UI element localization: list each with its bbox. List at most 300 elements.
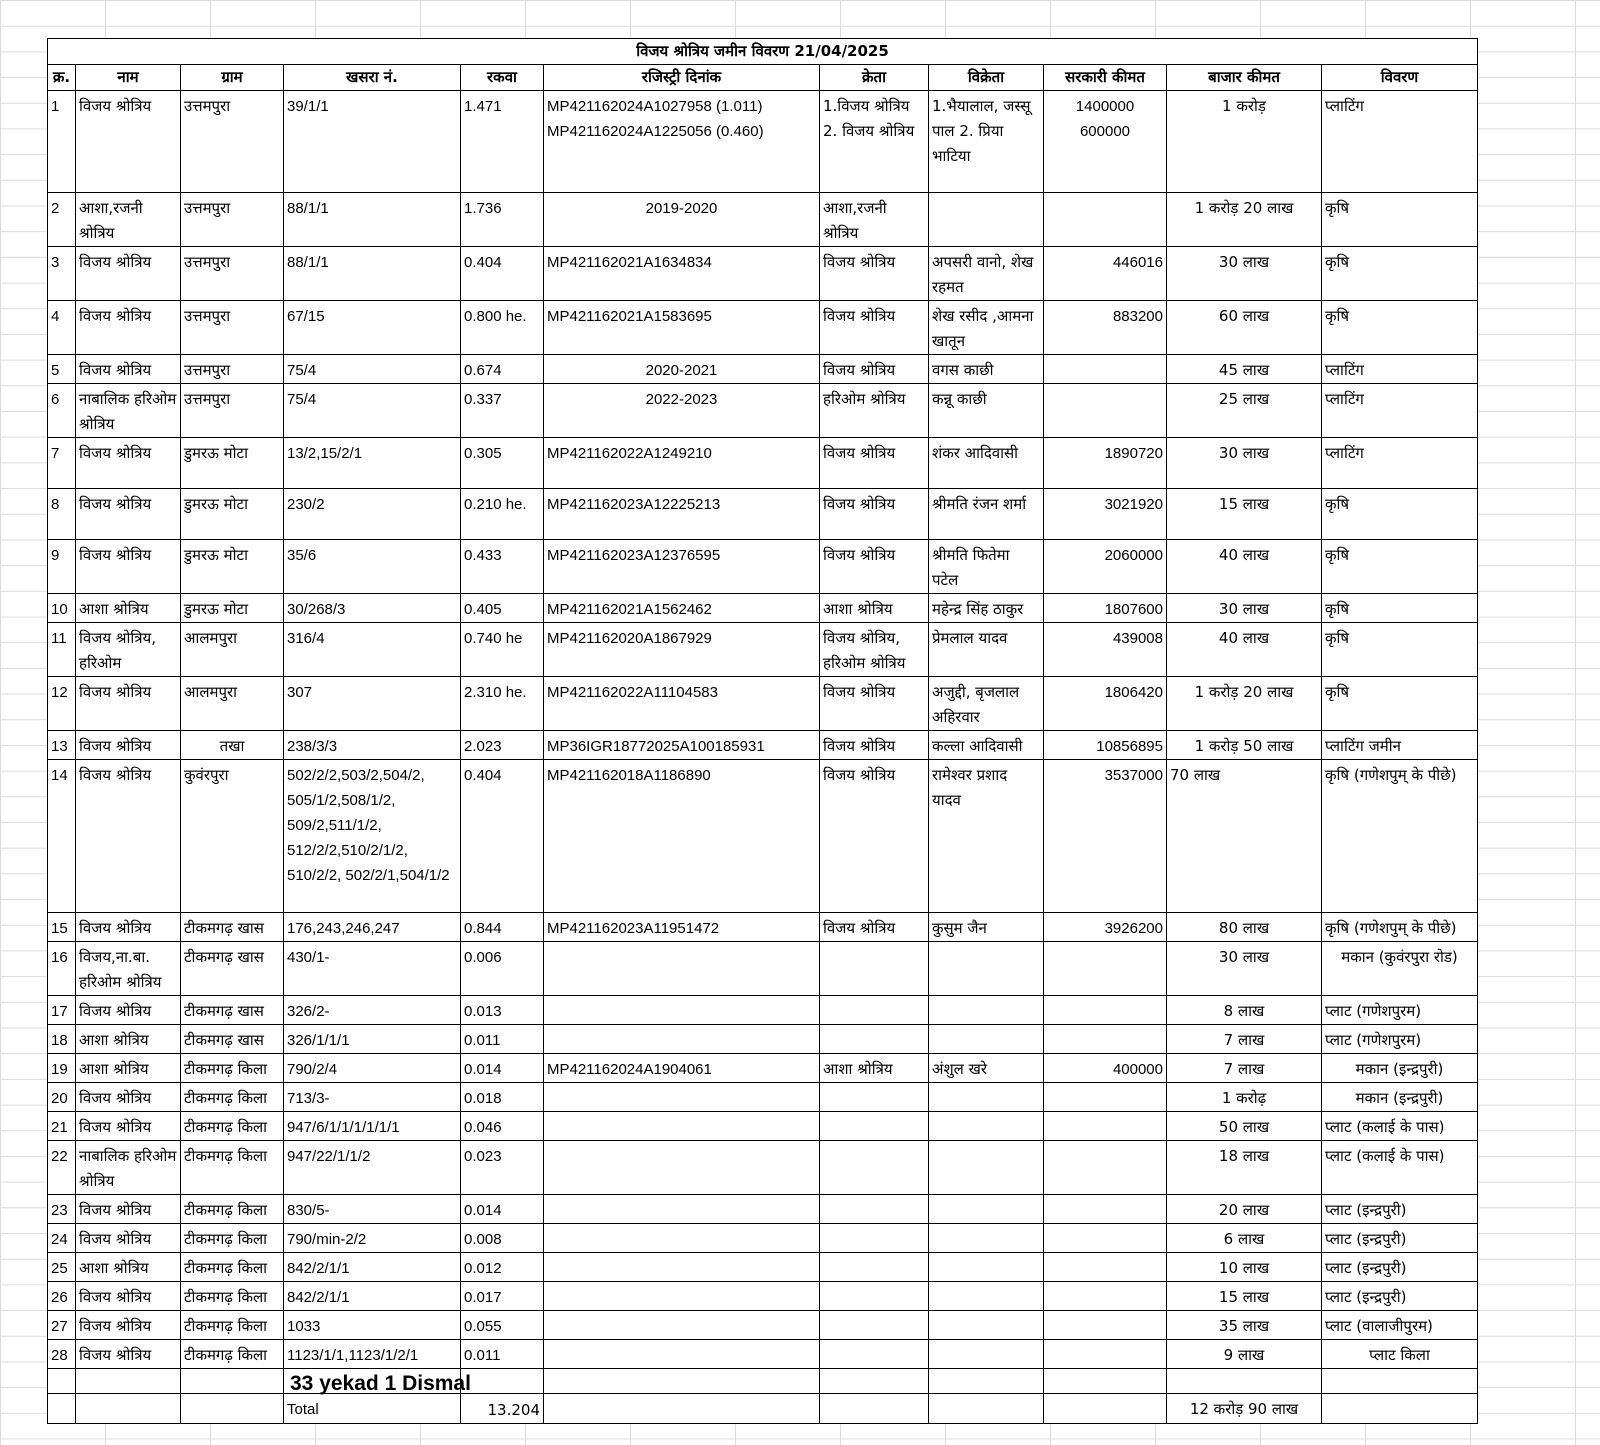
registry-cell [544,355,820,384]
govt-price-cell [1044,1083,1167,1112]
table-row [48,301,1478,355]
buyer-cell [820,489,929,540]
market-price-cell: 35 लाख [1167,1311,1322,1340]
govt-price-cell [1044,1340,1167,1369]
name-cell: विजय श्रोत्रिय, हरिओम [76,623,181,677]
khasra-cell: 947/22/1/1/2 [284,1141,461,1195]
market-price-cell: 40 लाख [1167,540,1322,594]
cell-line: MP421162022A1249210 [547,445,712,462]
area-cell: 0.018 [461,1083,544,1112]
village-cell: टीकमगढ़ खास [181,996,284,1025]
area-cell: 0.337 [461,384,544,438]
market-price-cell: 20 लाख [1167,1195,1322,1224]
registry-cell [544,301,820,355]
registry-cell [544,677,820,731]
total-row [48,1394,1478,1424]
cell-line: विजय श्रोत्रिय [823,253,896,271]
seller-cell: प्रेमलाल यादव [929,623,1044,677]
empty-cell [76,1369,181,1394]
serial-cell: 25 [48,1253,76,1282]
village-cell: टीकमगढ़ खास [181,1025,284,1054]
table-row [48,193,1478,247]
detail-cell: कृषि [1322,247,1478,301]
market-price-cell: 15 लाख [1167,489,1322,540]
empty-cell [48,1394,76,1424]
buyer-cell [820,1195,929,1224]
village-cell: डुमरऊ मोटा [181,540,284,594]
name-cell: आशा श्रोत्रिय [76,594,181,623]
seller-cell: कन्नू काछी [929,384,1044,438]
buyer-cell [820,1112,929,1141]
cell-line: MP421162023A11951472 [547,920,720,937]
serial-cell: 28 [48,1340,76,1369]
area-cell: 0.023 [461,1141,544,1195]
serial-cell: 7 [48,438,76,489]
govt-price-cell [1044,623,1167,677]
empty-cell [461,1369,544,1394]
name-cell: आशा,रजनी श्रोत्रिय [76,193,181,247]
detail-cell: मकान (इन्द्रपुरी) [1322,1083,1478,1112]
seller-cell [929,1282,1044,1311]
buyer-cell [820,1141,929,1195]
name-cell: विजय श्रोत्रिय [76,731,181,760]
column-header: क्रेता [820,65,929,91]
serial-cell: 20 [48,1083,76,1112]
table-row [48,1311,1478,1340]
market-price-cell: 1 करोड़ 20 लाख [1167,193,1322,247]
cell-line: 2019-2020 [645,200,718,217]
village-cell: तखा [181,731,284,760]
total-label: Total [284,1394,461,1424]
column-header: रजिस्ट्री दिनांक [544,65,820,91]
buyer-cell [820,540,929,594]
detail-cell: प्लाट (इन्द्रपुरी) [1322,1224,1478,1253]
table-row [48,677,1478,731]
serial-cell: 9 [48,540,76,594]
registry-cell [544,760,820,913]
khasra-cell: 230/2 [284,489,461,540]
cell-line: MP421162021A1634834 [547,254,712,271]
cell-line: विजय श्रोत्रिय [823,683,896,701]
buyer-cell [820,942,929,996]
buyer-cell [820,1340,929,1369]
village-cell: टीकमगढ़ किला [181,1282,284,1311]
empty-row [48,1369,1478,1394]
buyer-cell [820,384,929,438]
serial-cell: 27 [48,1311,76,1340]
village-cell: डुमरऊ मोटा [181,594,284,623]
buyer-cell [820,1311,929,1340]
name-cell: विजय श्रोत्रिय [76,1340,181,1369]
khasra-cell: 1123/1/1,1123/1/2/1 [284,1340,461,1369]
table-row [48,1025,1478,1054]
market-price-cell: 10 लाख [1167,1253,1322,1282]
table-row [48,1141,1478,1195]
name-cell: विजय श्रोत्रिय [76,1282,181,1311]
seller-cell [929,1311,1044,1340]
seller-cell: अजुद्दी, बृजलाल अहिरवार [929,677,1044,731]
khasra-cell: 842/2/1/1 [284,1282,461,1311]
detail-cell: प्लाटिंग [1322,384,1478,438]
area-cell: 0.210 he. [461,489,544,540]
name-cell: नाबालिक हरिओम श्रोत्रिय [76,1141,181,1195]
name-cell: विजय श्रोत्रिय [76,760,181,913]
detail-cell: प्लाट (इन्द्रपुरी) [1322,1195,1478,1224]
detail-cell: प्लाट (कलाई के पास) [1322,1112,1478,1141]
registry-cell [544,1141,820,1195]
village-cell: आलमपुरा [181,677,284,731]
market-price-cell: 25 लाख [1167,384,1322,438]
table-row [48,489,1478,540]
cell-line: MP36IGR18772025A100185931 [547,738,765,755]
khasra-cell: 713/3- [284,1083,461,1112]
registry-cell [544,91,820,193]
cell-line: MP421162020A1867929 [547,630,712,647]
market-price-cell: 30 लाख [1167,438,1322,489]
seller-cell: श्रीमति रंजन शर्मा [929,489,1044,540]
seller-cell: श्रीमति फितेमा पटेल [929,540,1044,594]
detail-cell: प्लाटिंग जमीन [1322,731,1478,760]
khasra-cell: 13/2,15/2/1 [284,438,461,489]
seller-cell: शंकर आदिवासी [929,438,1044,489]
buyer-cell [820,1224,929,1253]
area-footnote: 33 yekad 1 Dismal [290,1372,471,1395]
buyer-cell [820,301,929,355]
village-cell: टीकमगढ़ किला [181,1195,284,1224]
table-row [48,1340,1478,1369]
market-price-cell: 30 लाख [1167,942,1322,996]
cell-line: हरिओम श्रोत्रिय [823,390,906,408]
name-cell: विजय श्रोत्रिय [76,355,181,384]
serial-cell: 6 [48,384,76,438]
detail-cell: कृषि [1322,540,1478,594]
cell-line: 2020-2021 [645,362,718,379]
detail-cell: कृषि [1322,489,1478,540]
seller-cell [929,1224,1044,1253]
area-cell: 0.305 [461,438,544,489]
table-row [48,91,1478,193]
serial-cell: 19 [48,1054,76,1083]
name-cell: विजय श्रोत्रिय [76,540,181,594]
table-row [48,623,1478,677]
empty-cell [1167,1369,1322,1394]
seller-cell [929,1141,1044,1195]
seller-cell [929,1083,1044,1112]
cell-line: विजय श्रोत्रिय [823,361,896,379]
column-header: विवरण [1322,65,1478,91]
empty-cell [1044,1394,1167,1424]
market-price-cell: 8 लाख [1167,996,1322,1025]
serial-cell: 10 [48,594,76,623]
area-cell: 0.740 he [461,623,544,677]
cell-line: MP421162023A12376595 [547,547,721,564]
area-cell: 2.023 [461,731,544,760]
column-header: नाम [76,65,181,91]
serial-cell: 14 [48,760,76,913]
cell-line: MP421162022A11104583 [547,684,718,701]
govt-price-cell [1044,1253,1167,1282]
cell-line: 1400000 [1075,98,1135,115]
cell-line: MP421162024A1027958 (1.011) [547,98,763,115]
serial-cell: 1 [48,91,76,193]
buyer-cell [820,1253,929,1282]
table-row [48,1054,1478,1083]
buyer-cell [820,731,929,760]
empty-cell [76,1394,181,1424]
detail-cell: कृषि [1322,301,1478,355]
govt-price-cell [1044,1025,1167,1054]
khasra-cell: 39/1/1 [284,91,461,193]
serial-cell: 15 [48,913,76,942]
empty-cell [820,1369,929,1394]
table-row [48,355,1478,384]
khasra-cell: 842/2/1/1 [284,1253,461,1282]
govt-price-cell [1044,996,1167,1025]
buyer-cell [820,438,929,489]
market-price-cell: 80 लाख [1167,913,1322,942]
govt-price-cell [1044,677,1167,731]
name-cell: आशा श्रोत्रिय [76,1054,181,1083]
khasra-cell: 790/2/4 [284,1054,461,1083]
khasra-cell: 326/1/1/1 [284,1025,461,1054]
buyer-cell [820,193,929,247]
buyer-cell [820,1282,929,1311]
detail-cell: प्लाट (इन्द्रपुरी) [1322,1253,1478,1282]
seller-cell: रामेश्वर प्रशाद यादव [929,760,1044,913]
header-row [48,65,1478,91]
registry-cell [544,594,820,623]
registry-cell [544,1311,820,1340]
village-cell: टीकमगढ़ किला [181,1253,284,1282]
registry-cell [544,1224,820,1253]
area-cell: 0.404 [461,247,544,301]
village-cell: टीकमगढ़ किला [181,1141,284,1195]
cell-line: 3021920 [1104,496,1163,513]
market-price-cell: 30 लाख [1167,594,1322,623]
cell-line: 2022-2023 [645,391,718,408]
table-row [48,1195,1478,1224]
govt-price-cell [1044,1282,1167,1311]
empty-cell [48,1369,76,1394]
village-cell: डुमरऊ मोटा [181,438,284,489]
govt-price-cell [1044,1054,1167,1083]
table-row [48,913,1478,942]
khasra-cell: 307 [284,677,461,731]
detail-cell: प्लाट (गणेशपुरम) [1322,996,1478,1025]
cell-line: 883200 [1112,308,1163,325]
column-header: बाजार कीमत [1167,65,1322,91]
table-row [48,1112,1478,1141]
market-price-cell: 18 लाख [1167,1141,1322,1195]
cell-line: 2. विजय श्रोत्रिय [823,122,915,140]
khasra-cell: 75/4 [284,384,461,438]
name-cell: विजय श्रोत्रिय [76,1195,181,1224]
cell-line: 1807600 [1104,601,1163,618]
area-cell: 1.736 [461,193,544,247]
cell-line: 3537000 [1104,767,1163,784]
market-price-cell: 30 लाख [1167,247,1322,301]
khasra-cell: 430/1- [284,942,461,996]
khasra-cell: 502/2/2,503/2,504/2, 505/1/2,508/1/2, 509/2,511/1/2, 512/2/2,510/2/1/2, 510/2/2, 502/2/1,504/1/2 [284,760,461,913]
village-cell: उत्तमपुरा [181,355,284,384]
total-area: 13.204 [461,1394,544,1424]
table-row [48,540,1478,594]
khasra-cell: 1033 [284,1311,461,1340]
buyer-cell [820,247,929,301]
registry-cell [544,1025,820,1054]
village-cell: डुमरऊ मोटा [181,489,284,540]
cell-line: विजय श्रोत्रिय [823,737,896,755]
buyer-cell [820,913,929,942]
area-cell: 0.433 [461,540,544,594]
khasra-cell: 75/4 [284,355,461,384]
cell-line: MP421162021A1562462 [547,601,712,618]
seller-cell: अपसरी वानो, शेख रहमत [929,247,1044,301]
govt-price-cell [1044,1141,1167,1195]
seller-cell [929,1195,1044,1224]
govt-price-cell [1044,1311,1167,1340]
registry-cell [544,384,820,438]
name-cell: विजय श्रोत्रिय [76,301,181,355]
seller-cell: अंशुल खरे [929,1054,1044,1083]
name-cell: आशा श्रोत्रिय [76,1253,181,1282]
table-row [48,996,1478,1025]
land-details-table [47,38,1478,1424]
market-price-cell: 40 लाख [1167,623,1322,677]
cell-line: विजय श्रोत्रिय [823,766,896,784]
seller-cell [929,1112,1044,1141]
cell-line: MP421162021A1583695 [547,308,712,325]
cell-line: 1806420 [1104,684,1163,701]
registry-cell [544,996,820,1025]
registry-cell [544,1340,820,1369]
seller-cell: 1.भैयालाल, जस्सू पाल 2. प्रिया भाटिया [929,91,1044,193]
registry-cell [544,247,820,301]
table-row [48,594,1478,623]
khasra-cell: 176,243,246,247 [284,913,461,942]
serial-cell: 11 [48,623,76,677]
seller-cell: शेख रसीद ,आमना खातून [929,301,1044,355]
buyer-cell [820,355,929,384]
seller-cell: कल्ला आदिवासी [929,731,1044,760]
cell-line: 1890720 [1104,445,1163,462]
khasra-cell: 830/5- [284,1195,461,1224]
registry-cell [544,913,820,942]
name-cell: विजय श्रोत्रिय [76,1311,181,1340]
serial-cell: 18 [48,1025,76,1054]
seller-cell [929,1025,1044,1054]
detail-cell: प्लाट (गणेशपुरम) [1322,1025,1478,1054]
table-row [48,384,1478,438]
area-cell: 0.800 he. [461,301,544,355]
buyer-cell [820,677,929,731]
seller-cell [929,942,1044,996]
serial-cell: 26 [48,1282,76,1311]
buyer-cell [820,760,929,913]
sheet-title: विजय श्रोत्रिय जमीन विवरण 21/04/2025 [48,39,1478,65]
detail-cell: कृषि [1322,594,1478,623]
cell-line: 446016 [1112,254,1163,271]
market-price-cell: 1 करोढ़ [1167,1083,1322,1112]
empty-cell [820,1394,929,1424]
buyer-cell [820,1054,929,1083]
seller-cell: वगस काछी [929,355,1044,384]
buyer-cell [820,623,929,677]
detail-cell: कृषि [1322,193,1478,247]
empty-cell [181,1394,284,1424]
cell-line: 10856895 [1096,738,1163,755]
area-cell: 1.471 [461,91,544,193]
registry-cell [544,1112,820,1141]
area-cell: 0.013 [461,996,544,1025]
buyer-cell [820,996,929,1025]
govt-price-cell [1044,1224,1167,1253]
area-cell: 0.844 [461,913,544,942]
table-row [48,1253,1478,1282]
market-price-cell: 6 लाख [1167,1224,1322,1253]
market-price-cell: 50 लाख [1167,1112,1322,1141]
govt-price-cell [1044,760,1167,913]
village-cell: उत्तमपुरा [181,193,284,247]
name-cell: विजय,ना.बा. हरिओम श्रोत्रिय [76,942,181,996]
serial-cell: 16 [48,942,76,996]
cell-line: विजय श्रोत्रिय [823,546,896,564]
empty-cell [1044,1369,1167,1394]
market-price-cell: 7 लाख [1167,1025,1322,1054]
govt-price-cell [1044,913,1167,942]
seller-cell [929,1253,1044,1282]
registry-cell [544,942,820,996]
serial-cell: 5 [48,355,76,384]
detail-cell: कृषि [1322,677,1478,731]
name-cell: विजय श्रोत्रिय [76,247,181,301]
govt-price-cell [1044,1195,1167,1224]
empty-cell [1322,1369,1478,1394]
column-header: रकवा [461,65,544,91]
registry-cell [544,1195,820,1224]
cell-line: MP421162018A1186890 [547,767,711,784]
area-cell: 0.011 [461,1025,544,1054]
column-header: ग्राम [181,65,284,91]
registry-cell [544,731,820,760]
detail-cell: मकान (कुवंरपुरा रोड) [1322,942,1478,996]
serial-cell: 4 [48,301,76,355]
village-cell: उत्तमपुरा [181,91,284,193]
market-price-cell: 1 करोड़ 20 लाख [1167,677,1322,731]
area-cell: 2.310 he. [461,677,544,731]
village-cell: उत्तमपुरा [181,247,284,301]
area-cell: 0.014 [461,1195,544,1224]
registry-cell [544,1282,820,1311]
table-row [48,1282,1478,1311]
registry-cell [544,1054,820,1083]
area-cell: 0.008 [461,1224,544,1253]
detail-cell: कृषि (गणेशपुम् के पीछे) [1322,760,1478,913]
detail-cell: कृषि [1322,623,1478,677]
serial-cell: 8 [48,489,76,540]
registry-cell [544,193,820,247]
govt-price-cell [1044,193,1167,247]
name-cell: विजय श्रोत्रिय [76,1224,181,1253]
table-row [48,942,1478,996]
khasra-cell: 30/268/3 [284,594,461,623]
cell-line: 400000 [1112,1061,1163,1078]
village-cell: उत्तमपुरा [181,384,284,438]
empty-cell [929,1369,1044,1394]
seller-cell [929,996,1044,1025]
detail-cell: प्लाटिंग [1322,438,1478,489]
area-cell: 0.012 [461,1253,544,1282]
